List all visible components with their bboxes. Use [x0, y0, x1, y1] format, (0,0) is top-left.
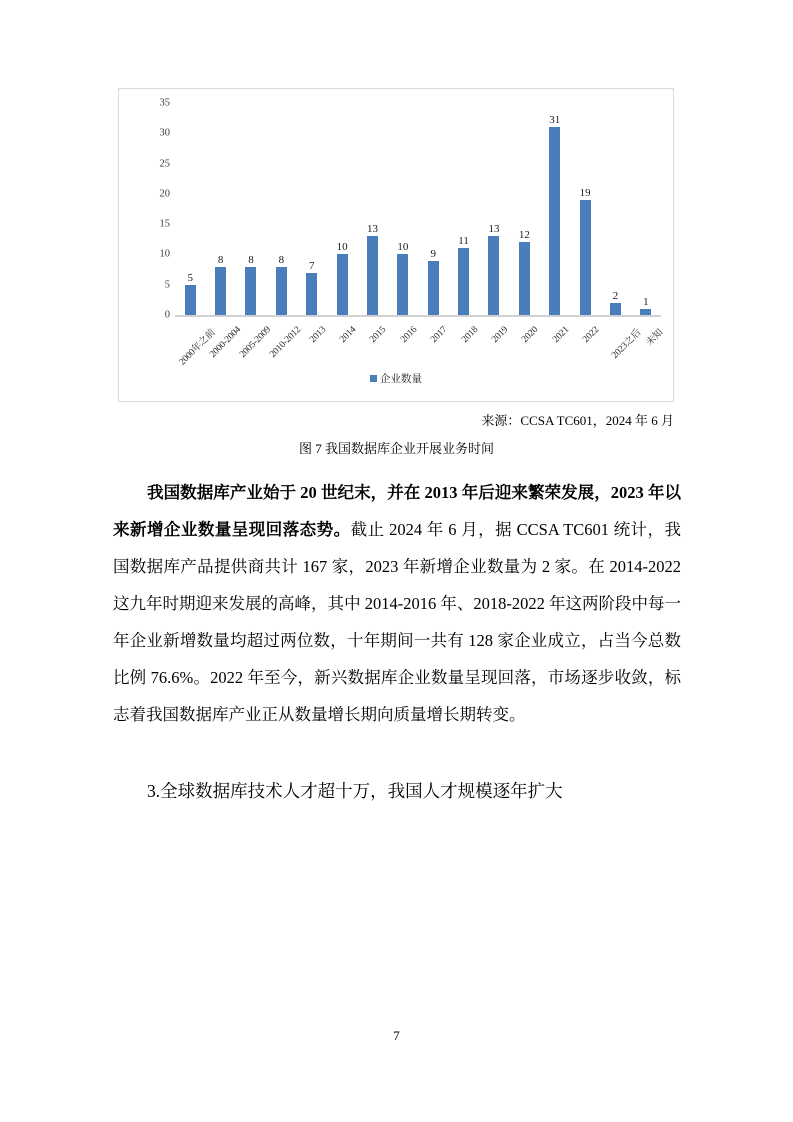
bar-rect: [306, 273, 317, 315]
chart-x-axis-line: [175, 315, 661, 317]
y-axis-tick: 25: [159, 158, 170, 170]
bar-slot: [236, 103, 266, 315]
bar-rect: [337, 254, 348, 315]
figure-source-note: 来源：CCSA TC601，2024 年 6 月: [481, 413, 674, 428]
bar-slot: [570, 103, 600, 315]
x-axis-tick-label: 2021: [550, 325, 571, 345]
bar-slot: [540, 103, 570, 315]
legend-swatch-icon: [370, 375, 377, 382]
x-axis-tick-label: 2015: [368, 325, 389, 345]
bar-slot: [418, 103, 448, 315]
x-axis-tick-label: 2016: [399, 325, 419, 345]
bar-slot: [388, 103, 418, 315]
y-axis-tick: 10: [159, 248, 170, 260]
bar-value-label: 9: [430, 247, 436, 260]
body-paragraph: [113, 474, 681, 733]
bar-rect: [549, 127, 560, 315]
paragraph-regular-body: 截止 2024 年 6 月，据 CCSA TC601 统计，我国数据库产品提供商共计 167 家，2023 年新增企业数量为 2 家。在 2014-2022 这九年时期迎来发展的高峰，其中 2014-2016 年、2018-2022 年这两阶段中每一年企业新增数量均超过两位数，十年期间一共有 128 家企业成立，占当今总数比例 76.6%。2022 年至今，新兴数据库企业数量呈现回落，市场逐步收敛，标志着我国数据库产业正从数量增长期向质量增长期转变。: [113, 520, 682, 724]
chart-figure: [118, 88, 674, 402]
x-axis-tick-label: 2005-2009: [238, 325, 273, 360]
bar-slot: [175, 103, 205, 315]
bar-value-label: 10: [336, 241, 348, 254]
x-axis-tick-label: 2018: [459, 325, 480, 345]
bar-rect: [428, 261, 439, 316]
bar-value-label: 12: [518, 229, 530, 242]
bar-value-label: 7: [308, 259, 315, 272]
chart-plot-area: [147, 97, 665, 321]
bar-rect: [580, 200, 591, 315]
x-axis-tick-label: 2020: [520, 325, 541, 345]
bar-rect: [610, 303, 621, 315]
bar-value-label: 13: [488, 223, 500, 236]
bar-slot: [266, 103, 296, 315]
x-axis-tick-label: 2000年之前: [177, 327, 218, 368]
x-axis-tick-label: 2000-2004: [207, 325, 243, 360]
bar-rect: [276, 267, 287, 315]
bar-slot: [479, 103, 509, 315]
bar-value-label: 8: [248, 253, 254, 266]
bar-rect: [245, 267, 256, 315]
y-axis-tick: 20: [159, 188, 170, 200]
bar-slot: [327, 103, 357, 315]
bar-value-label: 19: [579, 186, 591, 199]
y-axis-tick: 30: [159, 127, 170, 139]
bar-slot: [631, 103, 661, 315]
bar-rect: [397, 254, 408, 315]
chart-y-axis: [147, 97, 173, 321]
section-heading: 3.全球数据库技术人才超十万，我国人才规模逐年扩大: [147, 781, 563, 801]
y-axis-tick: 0: [164, 309, 170, 321]
legend-label: 企业数量: [380, 374, 422, 385]
paragraph-bold-lead: 我国数据库产业始于 20 世纪末，并在 2013 年后迎来繁荣发展，2023 年以来新增企业数量呈现回落态势。: [113, 483, 681, 539]
bar-rect: [458, 248, 469, 315]
x-axis-tick-label: 2023之后: [610, 327, 644, 361]
y-axis-tick: 35: [159, 97, 170, 109]
bar-slot: [509, 103, 539, 315]
bar-rect: [488, 236, 499, 315]
bar-slot: [600, 103, 630, 315]
x-axis-tick-label: 2013: [307, 325, 328, 345]
page-number: 7: [393, 1028, 400, 1043]
bar-slot: [357, 103, 387, 315]
bar-value-label: 2: [612, 289, 619, 302]
bar-rect: [185, 285, 196, 315]
bar-value-label: 13: [366, 223, 378, 236]
bar-slot: [297, 103, 327, 315]
bar-value-label: 31: [549, 114, 561, 127]
bar-value-label: 5: [187, 271, 193, 284]
bar-slot: [205, 103, 235, 315]
x-axis-tick-label: 2019: [490, 325, 511, 345]
bar-rect: [367, 236, 378, 315]
x-axis-tick-label: 2010-2012: [268, 325, 304, 360]
bar-rect: [519, 242, 530, 315]
x-axis-tick-label: 2022: [581, 325, 602, 345]
bar-value-label: 11: [458, 235, 469, 248]
bar-value-label: 10: [397, 241, 409, 254]
y-axis-tick: 15: [159, 218, 170, 230]
chart-legend: [119, 371, 673, 386]
x-axis-tick-label: 2017: [429, 325, 450, 345]
figure-caption: 图 7 我国数据库企业开展业务时间: [298, 441, 494, 456]
x-axis-tick-label: 2014: [338, 325, 359, 345]
bar-slot: [448, 103, 478, 315]
bar-rect: [215, 267, 226, 315]
chart-bars: [175, 103, 661, 315]
bar-value-label: 8: [278, 253, 285, 266]
y-axis-tick: 5: [164, 279, 170, 291]
bar-value-label: 1: [643, 295, 649, 308]
bar-value-label: 8: [217, 253, 224, 266]
x-axis-tick-label: 未知: [644, 327, 666, 349]
